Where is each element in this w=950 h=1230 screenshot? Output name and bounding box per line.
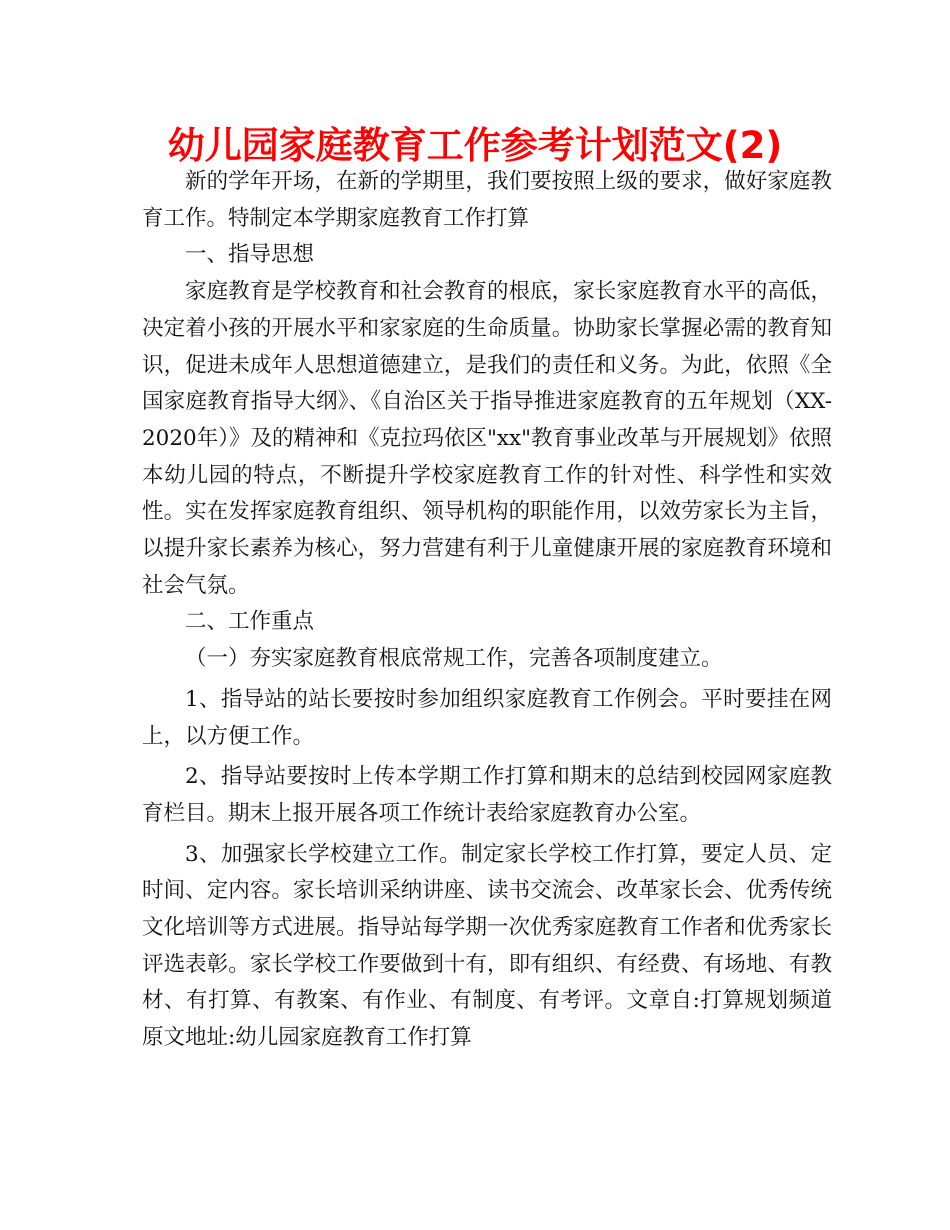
document-body [142,164,832,1057]
document-title: 幼儿园家庭教育工作参考计划范文(2) [167,124,783,167]
guiding-thought-paragraph: 家庭教育是学校教育和社会教育的根底，家长家庭教育水平的高低，决定着小孩的开展水平和家家庭的生命质量。协助家长掌握必需的教育知识，促进未成年人思想道德建立，是我们的责任和义务。为此，依照《全国家庭教育指导大纲》、《自治区关于指导推进家庭教育的五年规划（XX-2020年）》及的精神和《克拉玛依区"xx"教育事业改革与开展规划》依照本幼儿园的特点，不断提升学校家庭教育工作的针对性、科学性和实效性。实在发挥家庭教育组织、领导机构的职能作用，以效劳家长为主旨，以提升家长素养为核心，努力营建有利于儿童健康开展的家庭教育环境和社会气氛。 [142,279,832,598]
list-item-2: 2、指导站要按时上传本学期工作打算和期末的总结到校园网家庭教育栏目。期末上报开展各项工作统计表给家庭教育办公室。 [142,764,832,826]
section-heading-work-focus: 二、工作重点 [185,609,315,635]
subsection-heading-1: （一）夯实家庭教育根底常规工作，完善各项制度建立。 [185,646,723,672]
intro-paragraph: 新的学年开场，在新的学期里，我们要按照上级的要求，做好家庭教育工作。特制定本学期家庭教育工作打算 [142,169,832,231]
list-item-1: 1、指导站的站长要按时参加组织家庭教育工作例会。平时要挂在网上，以方便工作。 [142,686,832,749]
list-item-3: 3、加强家长学校建立工作。制定家长学校工作打算，要定人员、定时间、定内容。家长培训采纳讲座、读书交流会、改革家长会、优秀传统文化培训等方式进展。指导站每学期一次优秀家庭教育工作者和优秀家长评选表彰。家长学校工作要做到十有，即有组织、有经费、有场地、有教材、有打算、有教案、有作业、有制度、有考评。文章自:打算规划频道原文地址:幼儿园家庭教育工作打算 [142,841,832,1051]
section-heading-guiding-thought: 一、指导思想 [185,242,315,268]
